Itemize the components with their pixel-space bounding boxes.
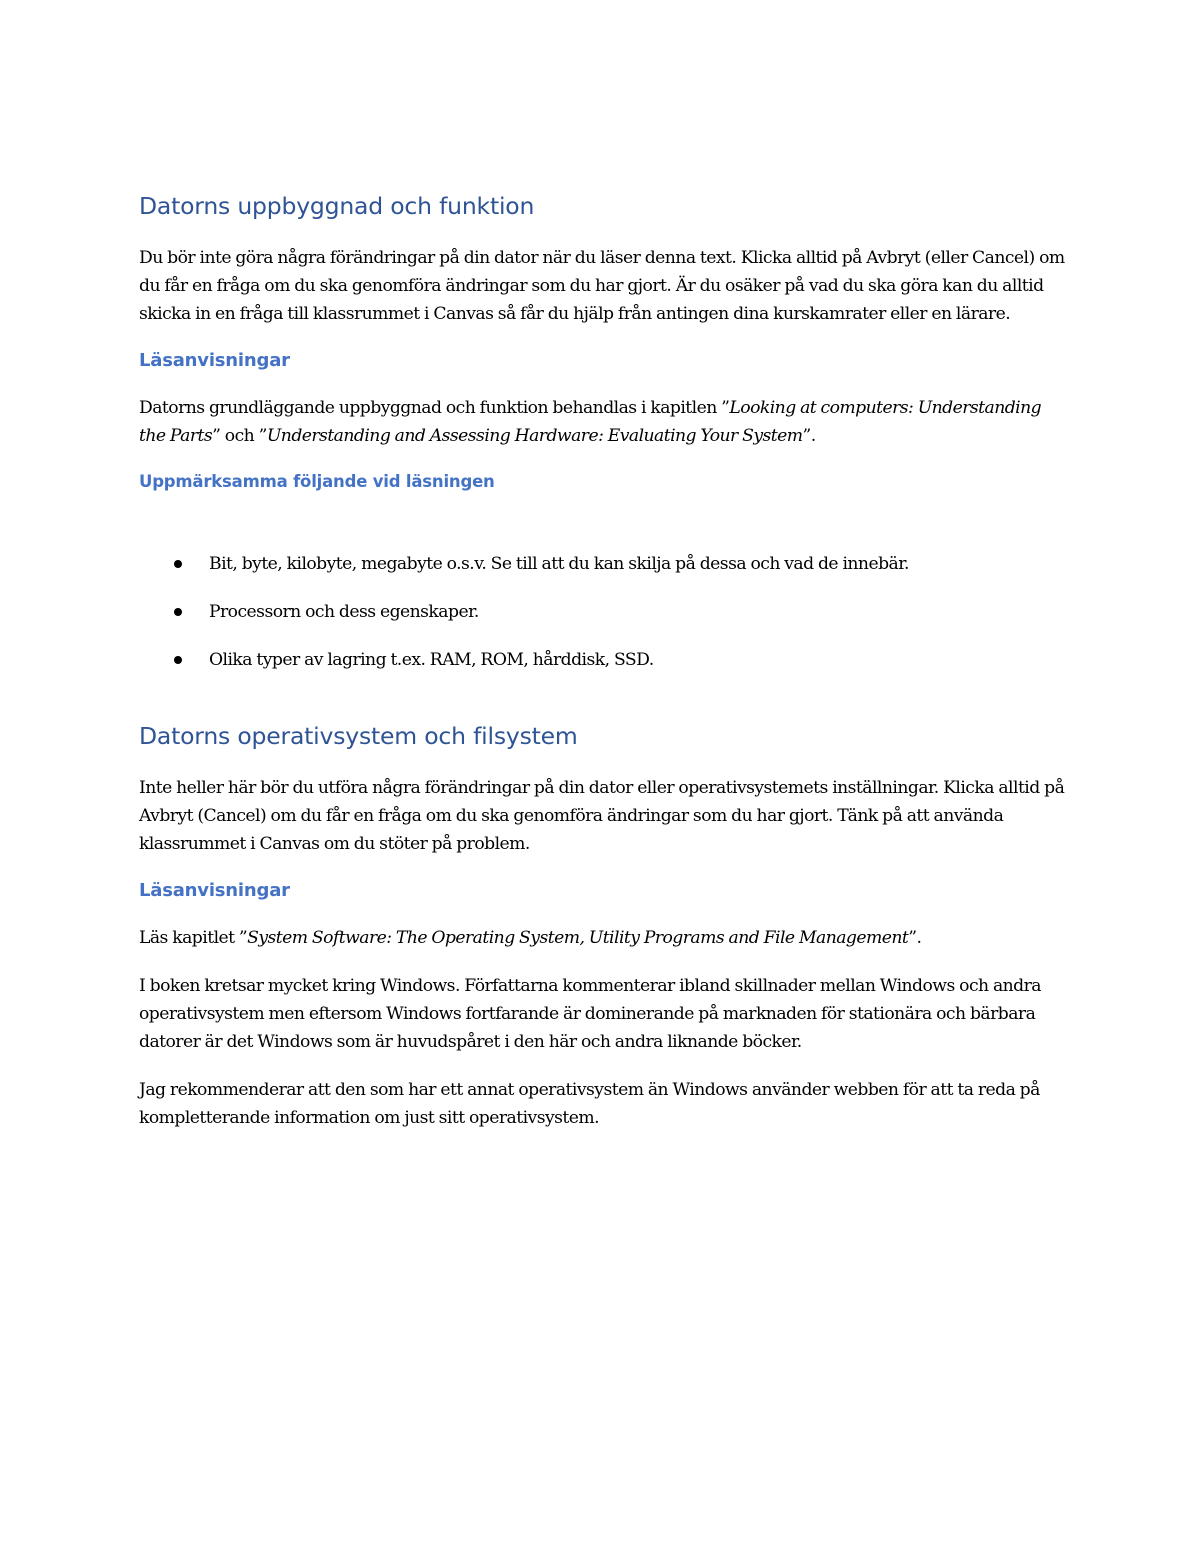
reading-text-after: ”. <box>908 928 922 948</box>
bullet-item <box>139 550 1069 578</box>
section-heading-hardware: Datorns uppbyggnad och funktion <box>139 192 535 220</box>
section-heading-operating-system: Datorns operativsystem och filsystem <box>139 722 578 750</box>
hardware-reading-paragraph <box>139 394 1069 450</box>
reading-text-middle: ” och ” <box>212 426 267 446</box>
hardware-intro-paragraph: Du bör inte göra några förändringar på din dator när du läser denna text. Klicka alltid på Avbryt (eller Cancel) om du får en fråga om du ska genomföra ändringar som du har gjort. Är du osäker på vad du ska göra kan du alltid skicka in en fråga till klassrummet i Canvas så får du hjälp från antingen dina kurskamrater eller en lärare. <box>139 248 1065 324</box>
windows-focus-paragraph: I boken kretsar mycket kring Windows. Författarna kommenterar ibland skillnader mellan Windows och andra operativsystem men eftersom Windows fortfarande är dominerande på marknaden för stationära och bärbara datorer är det Windows som är huvudspåret i den här och andra liknande böcker. <box>139 976 1041 1052</box>
bullet-text: Processorn och dess egenskaper. <box>209 602 479 622</box>
attention-bullet-list <box>139 550 1069 674</box>
bullet-dot-icon <box>174 608 182 616</box>
attention-heading: Uppmärksamma följande vid läsningen <box>139 472 495 491</box>
reading-instructions-heading: Läsanvisningar <box>139 880 290 901</box>
bullet-item <box>139 598 1069 626</box>
bullet-dot-icon <box>174 656 182 664</box>
other-os-recommendation-paragraph: Jag rekommenderar att den som har ett annat operativsystem än Windows använder webben för att ta reda på kompletterande information om just sitt operativsystem. <box>139 1080 1040 1128</box>
bullet-dot-icon <box>174 560 182 568</box>
chapter-title: System Software: The Operating System, Utility Programs and File Management <box>247 928 909 948</box>
os-reading-paragraph <box>139 924 1069 952</box>
chapter-title-2: Understanding and Assessing Hardware: Evaluating Your System <box>266 426 803 446</box>
reading-text-after: ”. <box>802 426 816 446</box>
reading-instructions-heading: Läsanvisningar <box>139 350 290 371</box>
chapter-title-1: Looking at computers: Understanding the Parts <box>139 398 1042 446</box>
bullet-item <box>139 646 1069 674</box>
bullet-text: Bit, byte, kilobyte, megabyte o.s.v. Se till att du kan skilja på dessa och vad de innebär. <box>209 554 909 574</box>
reading-text-before: Läs kapitlet ” <box>139 928 248 948</box>
document-content <box>139 188 1069 1132</box>
bullet-text: Olika typer av lagring t.ex. RAM, ROM, hårddisk, SSD. <box>209 650 654 670</box>
os-intro-paragraph: Inte heller här bör du utföra några förändringar på din dator eller operativsystemets inställningar. Klicka alltid på Avbryt (Cancel) om du får en fråga om du ska genomföra ändringar som du har gjort. Tänk på att använda klassrummet i Canvas om du stöter på problem. <box>139 778 1065 854</box>
reading-text-before: Datorns grundläggande uppbyggnad och funktion behandlas i kapitlen ” <box>139 398 730 418</box>
